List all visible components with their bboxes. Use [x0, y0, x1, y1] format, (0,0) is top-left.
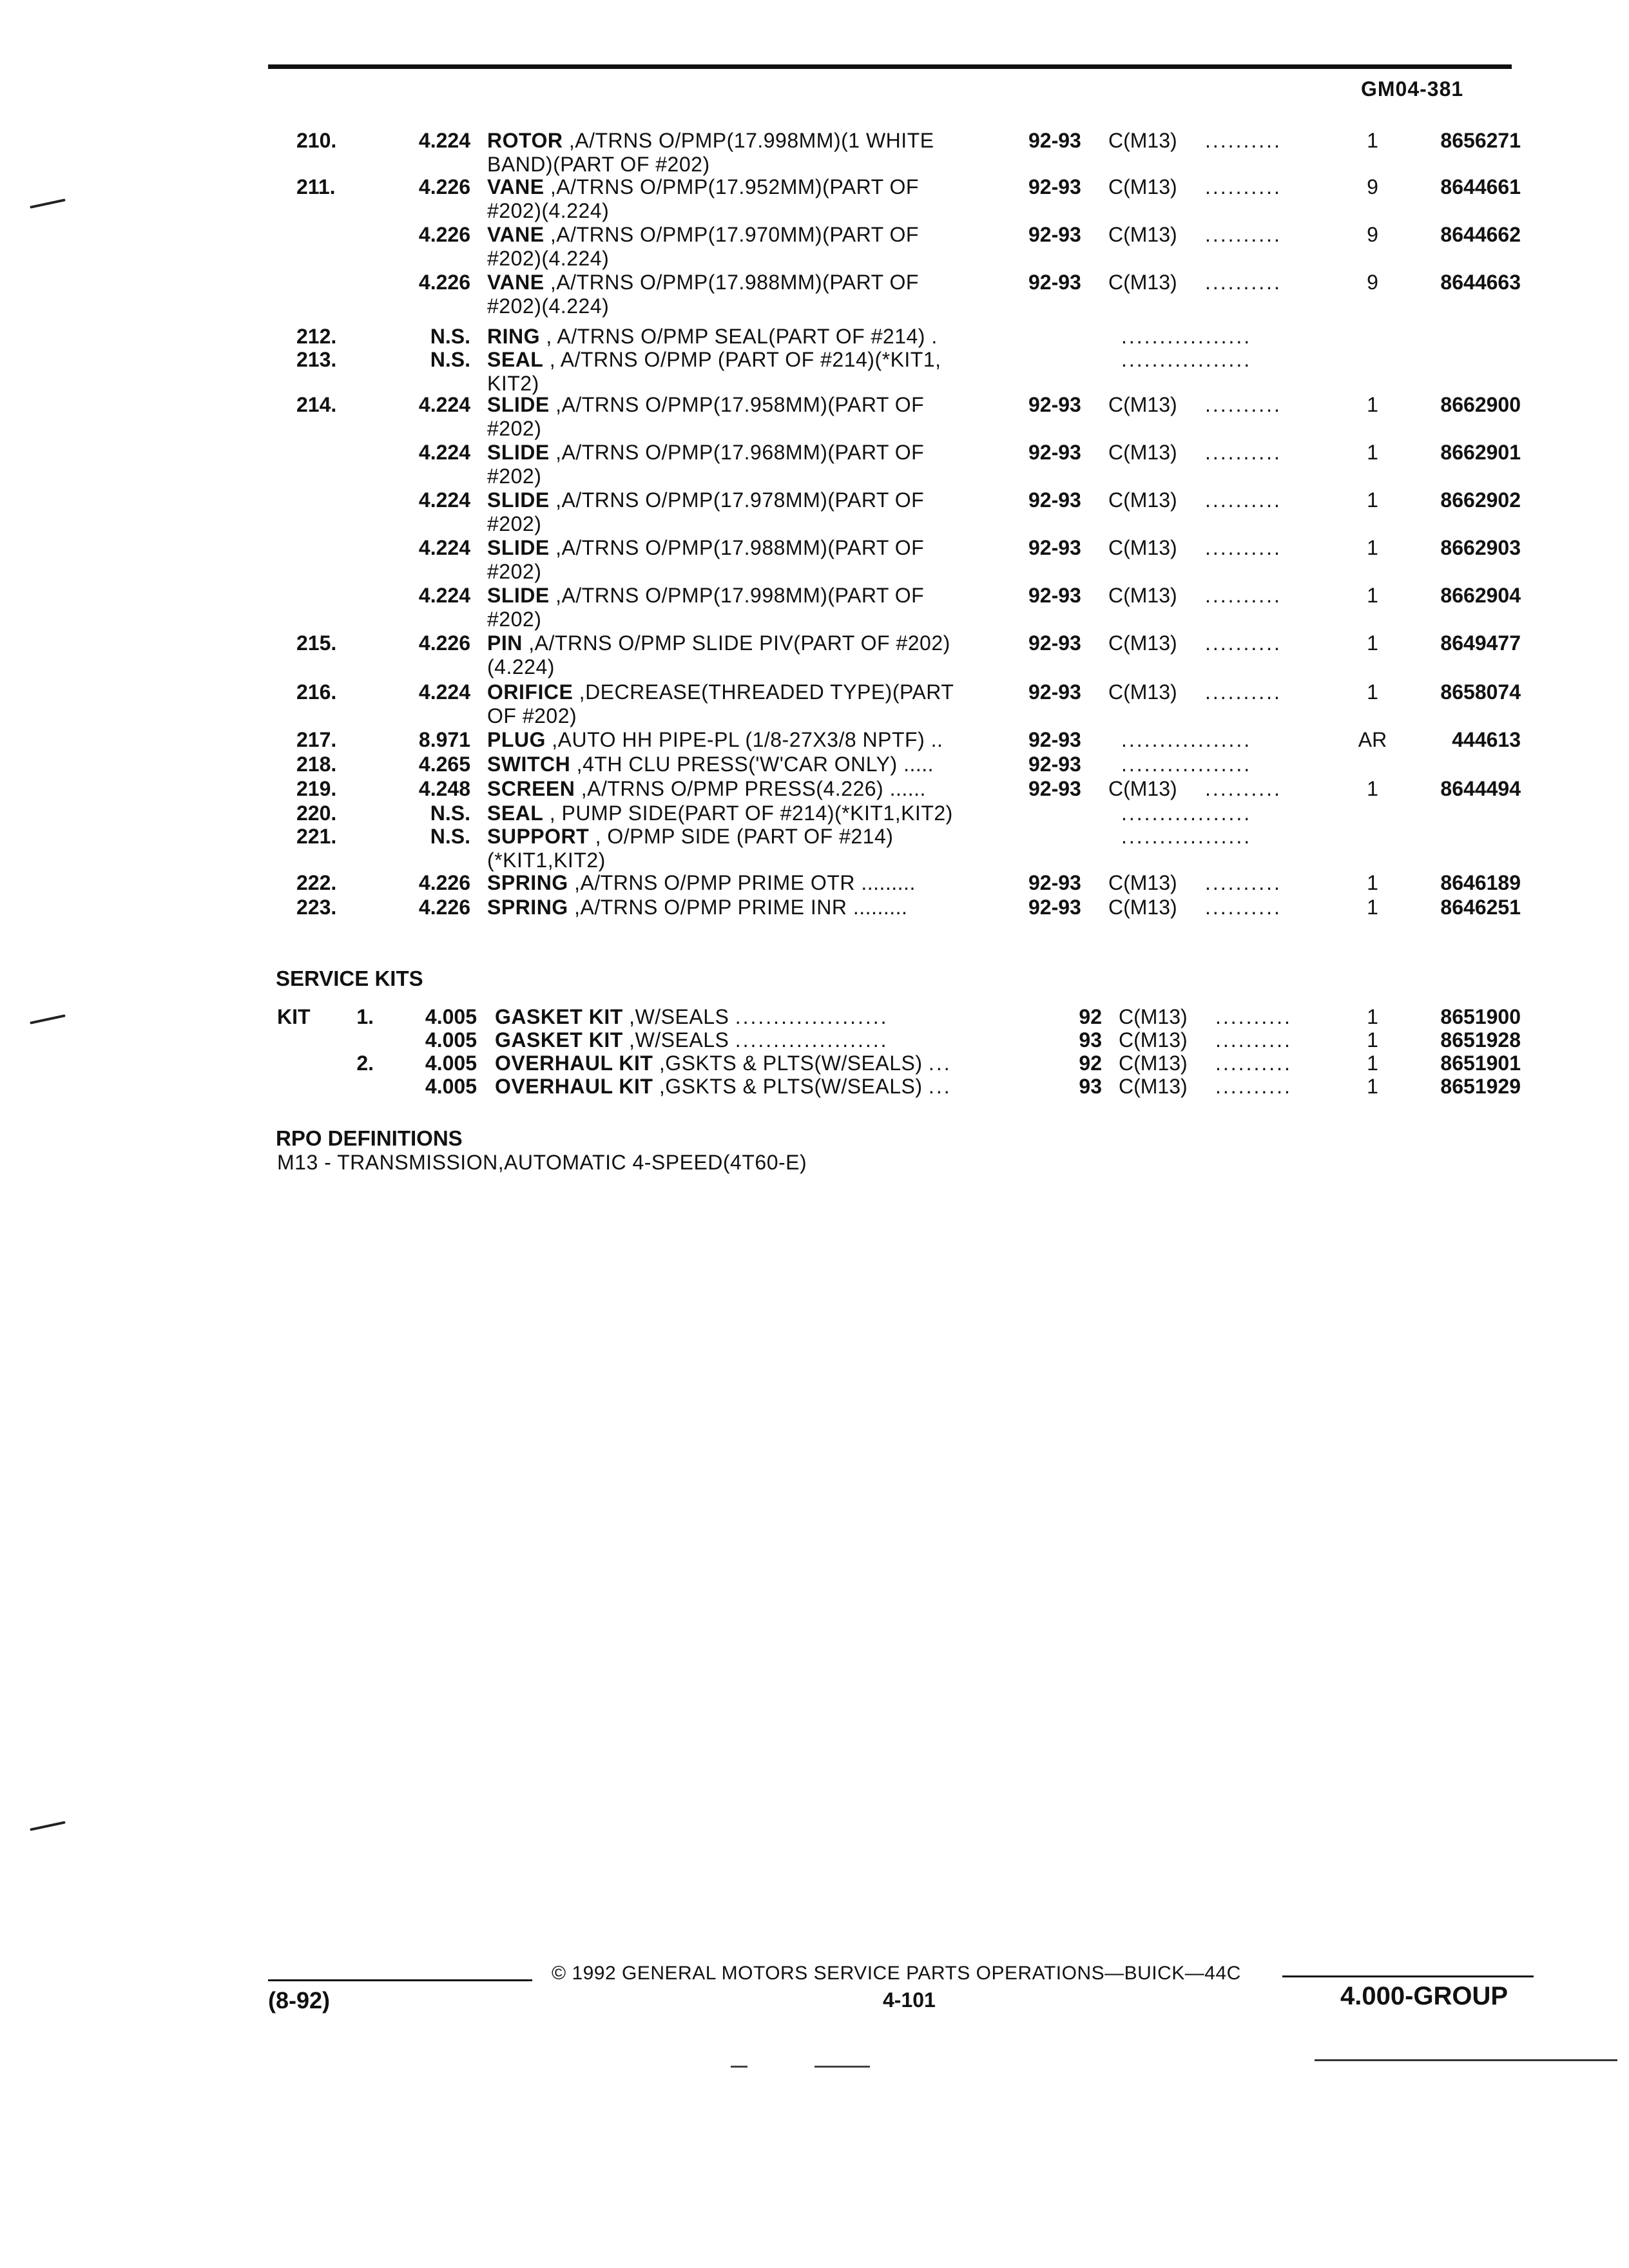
- part-number: 8644661: [1440, 175, 1521, 198]
- illustration-ref: 4.224: [418, 488, 470, 512]
- service-kits-title: SERVICE KITS: [276, 966, 423, 990]
- illustration-ref: 4.248: [418, 777, 470, 800]
- part-description: [487, 584, 1022, 631]
- illustration-ref: 4.224: [418, 441, 470, 464]
- part-number: 8649477: [1440, 631, 1521, 655]
- part-name: PLUG: [487, 728, 546, 751]
- illustration-ref: N.S.: [430, 325, 470, 348]
- quantity: AR: [1358, 728, 1387, 751]
- kit-description-text: ,GSKTS & PLTS(W/SEALS): [659, 1052, 923, 1075]
- illustration-ref: 4.224: [418, 584, 470, 607]
- usage-code: C(M13): [1119, 1028, 1188, 1052]
- model-year: 92: [1079, 1005, 1102, 1028]
- parts-row: [0, 896, 1629, 943]
- part-description: [487, 728, 1022, 752]
- kit-description: [495, 1028, 889, 1052]
- model-years: 92-93: [1028, 680, 1081, 704]
- kit-number: 1.: [356, 1005, 374, 1028]
- leader-dots: ..........: [1205, 175, 1282, 198]
- model-year: 92: [1079, 1052, 1102, 1075]
- part-description: [487, 631, 1022, 679]
- quantity: 1: [1367, 631, 1378, 655]
- leader-dots: ...: [928, 1052, 952, 1075]
- usage-code: C(M13): [1108, 271, 1177, 294]
- model-years: 92-93: [1028, 631, 1081, 655]
- parts-row: [0, 271, 1629, 318]
- part-description-text: ,A/TRNS O/PMP(17.970MM)(PART OF #202)(4.224): [487, 223, 919, 270]
- part-description: [487, 536, 1022, 584]
- revision-date: (8-92): [268, 1987, 331, 2013]
- model-years: 92-93: [1028, 753, 1081, 776]
- part-name: SLIDE: [487, 393, 550, 416]
- part-number: 8656271: [1440, 129, 1521, 152]
- usage-code: C(M13): [1108, 896, 1177, 919]
- quantity: 1: [1367, 896, 1378, 919]
- model-years: 92-93: [1028, 271, 1081, 294]
- quantity: 1: [1367, 1028, 1378, 1052]
- illustration-ref: 4.226: [418, 896, 470, 919]
- part-name: ORIFICE: [487, 680, 574, 704]
- part-number: 8651929: [1440, 1075, 1521, 1098]
- leader-dots: ..........: [1205, 536, 1282, 559]
- leader-dots: ..........: [1215, 1005, 1292, 1028]
- model-years: 92-93: [1028, 393, 1081, 416]
- item-number: 220.: [296, 802, 337, 825]
- usage-code: C(M13): [1119, 1005, 1188, 1028]
- illustration-ref: 4.226: [418, 871, 470, 894]
- part-description: [487, 325, 1022, 349]
- part-description: [487, 680, 1022, 728]
- part-description-text: , PUMP SIDE(PART OF #214)(*KIT1,KIT2): [549, 802, 953, 825]
- part-name: ROTOR: [487, 129, 563, 152]
- kit-label: KIT: [277, 1005, 311, 1028]
- kit-row: [0, 1052, 1629, 1077]
- kit-description: [495, 1075, 952, 1099]
- part-description: [487, 175, 1022, 223]
- leader-dots: ....................: [735, 1028, 889, 1052]
- copyright-notice: © 1992 GENERAL MOTORS SERVICE PARTS OPERATIONS—BUICK—44C: [552, 1963, 1241, 1984]
- model-years: 92-93: [1028, 896, 1081, 919]
- usage-code: C(M13): [1108, 631, 1177, 655]
- model-year: 93: [1079, 1028, 1102, 1052]
- quantity: 1: [1367, 1075, 1378, 1098]
- model-years: 92-93: [1028, 223, 1081, 246]
- part-description-text: ,A/TRNS O/PMP(17.998MM)(PART OF #202): [487, 584, 925, 631]
- part-number: 8646251: [1440, 896, 1521, 919]
- punch-mark: [30, 1821, 66, 1831]
- leader-dots: ...: [928, 1075, 952, 1098]
- usage-code: C(M13): [1108, 129, 1177, 152]
- quantity: 1: [1367, 129, 1378, 152]
- parts-row: [0, 536, 1629, 584]
- item-number: 217.: [296, 728, 337, 751]
- part-description-text: , A/TRNS O/PMP (PART OF #214)(*KIT1, KIT2): [487, 348, 941, 395]
- kit-name: GASKET KIT: [495, 1028, 623, 1052]
- illustration-ref: 4.226: [418, 631, 470, 655]
- illustration-ref: 4.005: [425, 1005, 477, 1028]
- part-description-text: ,A/TRNS O/PMP(17.988MM)(PART OF #202): [487, 536, 925, 583]
- leader-dots: ..........: [1205, 631, 1282, 655]
- leader-dots: .................: [1121, 325, 1252, 348]
- model-years: 92-93: [1028, 871, 1081, 894]
- model-years: 92-93: [1028, 584, 1081, 607]
- usage-code: C(M13): [1108, 175, 1177, 198]
- part-description: [487, 488, 1022, 536]
- part-name: SLIDE: [487, 584, 550, 607]
- leader-dots: ..........: [1205, 871, 1282, 894]
- part-name: SPRING: [487, 871, 568, 894]
- usage-code: C(M13): [1108, 488, 1177, 512]
- leader-dots: .................: [1121, 728, 1252, 751]
- usage-code: C(M13): [1108, 680, 1177, 704]
- page-number: 4-101: [883, 1988, 936, 2012]
- part-description-text: ,DECREASE(THREADED TYPE)(PART OF #202): [487, 680, 954, 727]
- part-number: 8658074: [1440, 680, 1521, 704]
- part-description-text: ,AUTO HH PIPE-PL (1/8-27X3/8 NPTF) ..: [552, 728, 943, 751]
- kit-description-text: ,W/SEALS: [629, 1028, 729, 1052]
- part-number: 8644494: [1440, 777, 1521, 800]
- part-name: SLIDE: [487, 441, 550, 464]
- illustration-ref: 4.226: [418, 175, 470, 198]
- leader-dots: .................: [1121, 753, 1252, 776]
- parts-row: [0, 488, 1629, 536]
- leader-dots: ..........: [1215, 1075, 1292, 1098]
- part-name: SCREEN: [487, 777, 575, 800]
- usage-code: C(M13): [1108, 777, 1177, 800]
- usage-code: C(M13): [1108, 441, 1177, 464]
- leader-dots: ..........: [1205, 896, 1282, 919]
- kit-name: OVERHAUL KIT: [495, 1052, 653, 1075]
- quantity: 1: [1367, 777, 1378, 800]
- illustration-ref: 4.226: [418, 271, 470, 294]
- item-number: 212.: [296, 325, 337, 348]
- part-description: [487, 802, 1022, 825]
- part-description: [487, 223, 1022, 271]
- part-description: [487, 825, 1022, 872]
- quantity: 1: [1367, 536, 1378, 559]
- part-description-text: ,A/TRNS O/PMP(17.978MM)(PART OF #202): [487, 488, 925, 535]
- part-description: [487, 271, 1022, 318]
- parts-row: [0, 584, 1629, 631]
- parts-row: [0, 393, 1629, 441]
- parts-row: [0, 175, 1629, 223]
- parts-row: [0, 680, 1629, 728]
- kit-row: [0, 1028, 1629, 1054]
- usage-code: C(M13): [1108, 393, 1177, 416]
- illustration-ref: 8.971: [418, 728, 470, 751]
- part-description: [487, 896, 1022, 919]
- part-name: SEAL: [487, 348, 544, 371]
- leader-dots: ..........: [1205, 393, 1282, 416]
- part-number: 8662902: [1440, 488, 1521, 512]
- group-label: 4.000-GROUP: [1340, 1982, 1509, 2010]
- part-name: SPRING: [487, 896, 568, 919]
- illustration-ref: 4.265: [418, 753, 470, 776]
- model-years: 92-93: [1028, 488, 1081, 512]
- illustration-ref: 4.224: [418, 129, 470, 152]
- leader-dots: ..........: [1215, 1028, 1292, 1052]
- part-description-text: ,4TH CLU PRESS('W'CAR ONLY) .....: [576, 753, 934, 776]
- kit-number: 2.: [356, 1052, 374, 1075]
- part-number: 8662901: [1440, 441, 1521, 464]
- model-years: 92-93: [1028, 536, 1081, 559]
- usage-code: C(M13): [1108, 223, 1177, 246]
- leader-dots: ..........: [1205, 584, 1282, 607]
- rpo-definition: M13 - TRANSMISSION,AUTOMATIC 4-SPEED(4T60-E): [277, 1151, 807, 1174]
- quantity: 9: [1367, 175, 1378, 198]
- kit-name: GASKET KIT: [495, 1005, 623, 1028]
- leader-dots: ..........: [1205, 441, 1282, 464]
- quantity: 9: [1367, 271, 1378, 294]
- leader-dots: ....................: [735, 1005, 889, 1028]
- quantity: 1: [1367, 441, 1378, 464]
- quantity: 1: [1367, 680, 1378, 704]
- usage-code: C(M13): [1119, 1075, 1188, 1098]
- usage-code: C(M13): [1119, 1052, 1188, 1075]
- part-description-text: , A/TRNS O/PMP SEAL(PART OF #214) .: [546, 325, 938, 348]
- part-number: 8662900: [1440, 393, 1521, 416]
- part-description: [487, 753, 1022, 776]
- item-number: 213.: [296, 348, 337, 371]
- item-number: 216.: [296, 680, 337, 704]
- leader-dots: .................: [1121, 802, 1252, 825]
- quantity: 9: [1367, 223, 1378, 246]
- parts-row: [0, 631, 1629, 679]
- illustration-ref: N.S.: [430, 825, 470, 848]
- part-number: 444613: [1452, 728, 1521, 751]
- kit-description: [495, 1052, 952, 1075]
- model-years: 92-93: [1028, 728, 1081, 751]
- part-description: [487, 393, 1022, 441]
- illustration-ref: 4.005: [425, 1052, 477, 1075]
- part-number: 8644663: [1440, 271, 1521, 294]
- part-name: SWITCH: [487, 753, 571, 776]
- illustration-ref: 4.224: [418, 393, 470, 416]
- item-number: 222.: [296, 871, 337, 894]
- part-description: [487, 871, 1022, 895]
- model-years: 92-93: [1028, 175, 1081, 198]
- footer-rule-left: [268, 1979, 532, 1981]
- illustration-ref: 4.224: [418, 536, 470, 559]
- illustration-ref: N.S.: [430, 802, 470, 825]
- model-year: 93: [1079, 1075, 1102, 1098]
- part-description: [487, 129, 1022, 177]
- part-number: 8646189: [1440, 871, 1521, 894]
- part-name: SEAL: [487, 802, 544, 825]
- item-number: 219.: [296, 777, 337, 800]
- part-name: SUPPORT: [487, 825, 590, 848]
- kit-description: [495, 1005, 889, 1029]
- illustration-ref: N.S.: [430, 348, 470, 371]
- item-number: 218.: [296, 753, 337, 776]
- header-rule: [268, 64, 1512, 69]
- part-number: 8644662: [1440, 223, 1521, 246]
- leader-dots: ..........: [1215, 1052, 1292, 1075]
- parts-row: [0, 348, 1629, 396]
- kit-row: [0, 1005, 1629, 1031]
- part-description-text: ,A/TRNS O/PMP(17.952MM)(PART OF #202)(4.224): [487, 175, 919, 222]
- quantity: 1: [1367, 871, 1378, 894]
- usage-code: C(M13): [1108, 871, 1177, 894]
- part-description-text: ,A/TRNS O/PMP PRESS(4.226) ......: [581, 777, 926, 800]
- leader-dots: ..........: [1205, 271, 1282, 294]
- model-years: 92-93: [1028, 129, 1081, 152]
- item-number: 215.: [296, 631, 337, 655]
- item-number: 223.: [296, 896, 337, 919]
- quantity: 1: [1367, 488, 1378, 512]
- usage-code: C(M13): [1108, 584, 1177, 607]
- kit-name: OVERHAUL KIT: [495, 1075, 653, 1098]
- item-number: 221.: [296, 825, 337, 848]
- part-number: 8662903: [1440, 536, 1521, 559]
- part-description: [487, 348, 1022, 396]
- part-description-text: , O/PMP SIDE (PART OF #214) (*KIT1,KIT2): [487, 825, 894, 872]
- part-name: SLIDE: [487, 488, 550, 512]
- parts-row: [0, 825, 1629, 872]
- kit-description-text: ,GSKTS & PLTS(W/SEALS): [659, 1075, 923, 1098]
- leader-dots: .................: [1121, 348, 1252, 371]
- usage-code: C(M13): [1108, 536, 1177, 559]
- leader-dots: ..........: [1205, 129, 1282, 152]
- parts-row: [0, 223, 1629, 271]
- item-number: 210.: [296, 129, 337, 152]
- part-description-text: ,A/TRNS O/PMP(17.998MM)(1 WHITE BAND)(PART OF #202): [487, 129, 934, 176]
- leader-dots: .................: [1121, 825, 1252, 848]
- part-description-text: ,A/TRNS O/PMP PRIME OTR .........: [574, 871, 916, 894]
- part-description-text: ,A/TRNS O/PMP SLIDE PIV(PART OF #202) (4.224): [487, 631, 950, 678]
- leader-dots: ..........: [1205, 488, 1282, 512]
- part-name: RING: [487, 325, 540, 348]
- item-number: 211.: [296, 175, 336, 198]
- part-name: VANE: [487, 223, 545, 246]
- part-description: [487, 441, 1022, 488]
- illustration-ref: 4.005: [425, 1028, 477, 1052]
- quantity: 1: [1367, 1052, 1378, 1075]
- leader-dots: ..........: [1205, 777, 1282, 800]
- part-number: 8651901: [1440, 1052, 1521, 1075]
- rpo-definitions-title: RPO DEFINITIONS: [276, 1126, 463, 1150]
- part-description-text: ,A/TRNS O/PMP(17.988MM)(PART OF #202)(4.224): [487, 271, 919, 318]
- part-description-text: ,A/TRNS O/PMP(17.958MM)(PART OF #202): [487, 393, 925, 440]
- part-number: 8651928: [1440, 1028, 1521, 1052]
- footer-rule-right: [1282, 1975, 1534, 1977]
- quantity: 1: [1367, 1005, 1378, 1028]
- part-name: VANE: [487, 175, 545, 198]
- part-description: [487, 777, 1022, 801]
- model-years: 92-93: [1028, 441, 1081, 464]
- quantity: 1: [1367, 393, 1378, 416]
- bottom-dash: [815, 2066, 870, 2068]
- illustration-ref: 4.224: [418, 680, 470, 704]
- quantity: 1: [1367, 584, 1378, 607]
- bottom-rule: [1315, 2059, 1617, 2061]
- illustration-ref: 4.226: [418, 223, 470, 246]
- part-name: PIN: [487, 631, 523, 655]
- part-name: VANE: [487, 271, 545, 294]
- part-number: 8651900: [1440, 1005, 1521, 1028]
- kit-row: [0, 1075, 1629, 1100]
- part-description-text: ,A/TRNS O/PMP(17.968MM)(PART OF #202): [487, 441, 925, 488]
- part-name: SLIDE: [487, 536, 550, 559]
- part-description-text: ,A/TRNS O/PMP PRIME INR .........: [574, 896, 908, 919]
- parts-row: [0, 129, 1629, 177]
- part-number: 8662904: [1440, 584, 1521, 607]
- leader-dots: ..........: [1205, 223, 1282, 246]
- leader-dots: ..........: [1205, 680, 1282, 704]
- illustration-ref: 4.005: [425, 1075, 477, 1098]
- document-id: GM04-381: [1361, 77, 1464, 101]
- item-number: 214.: [296, 393, 337, 416]
- bottom-dash: [731, 2066, 747, 2068]
- kit-description-text: ,W/SEALS: [629, 1005, 729, 1028]
- model-years: 92-93: [1028, 777, 1081, 800]
- parts-row: [0, 441, 1629, 488]
